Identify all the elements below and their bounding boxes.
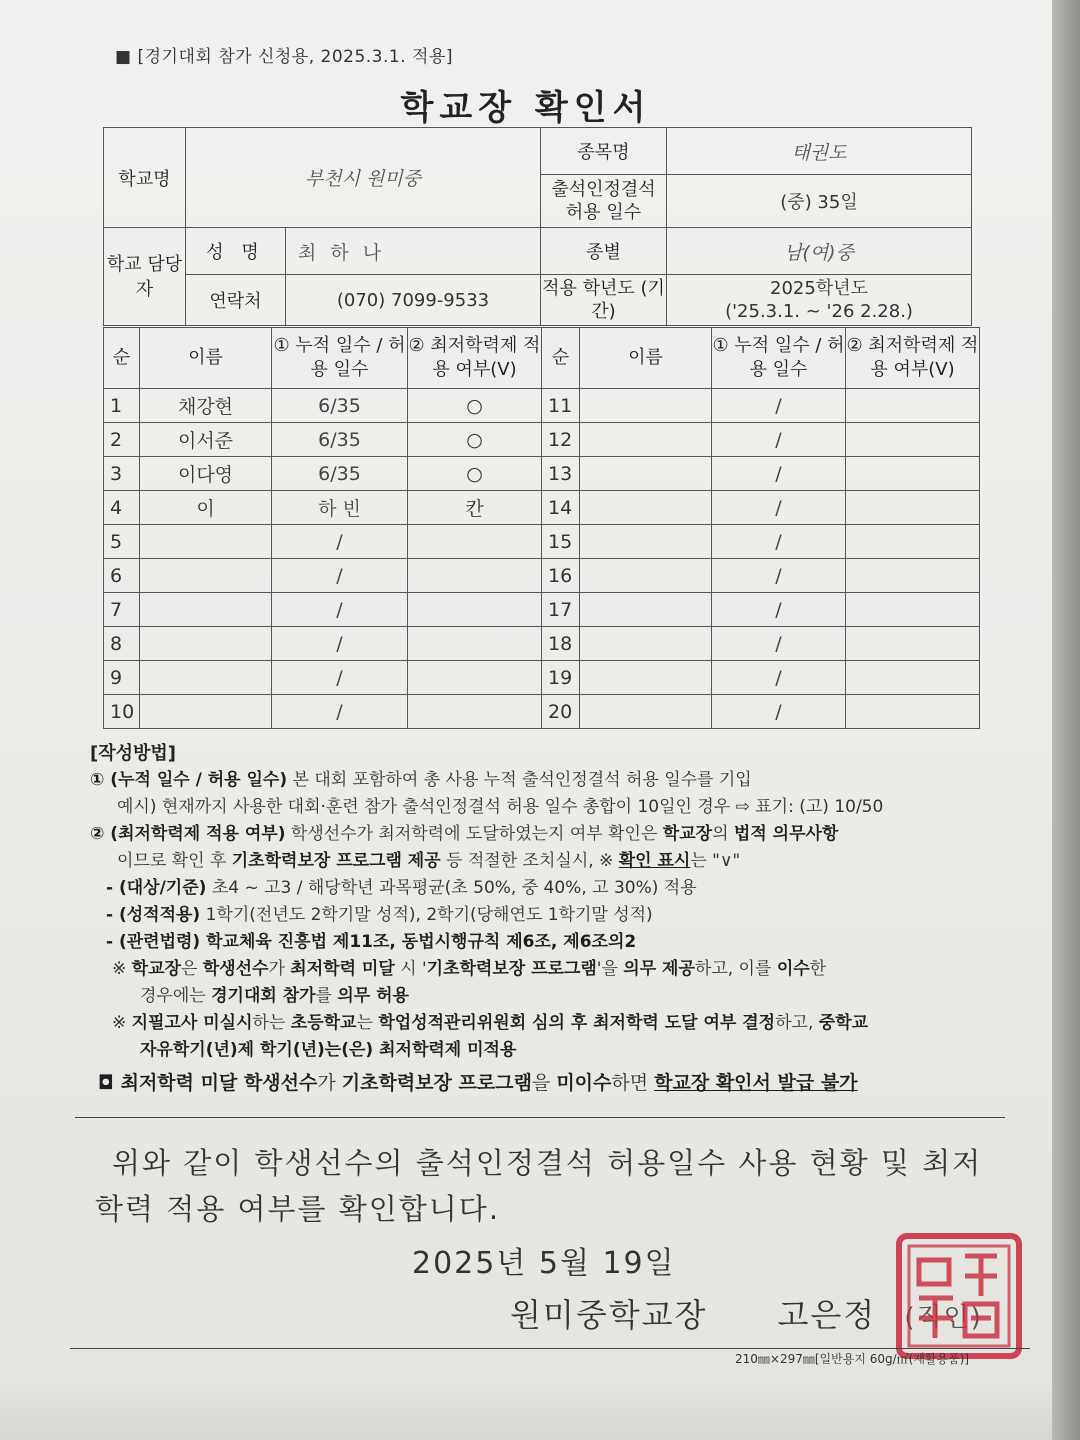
min-academic-check (846, 593, 980, 627)
days-used: / (272, 661, 408, 695)
days-used: / (272, 525, 408, 559)
min-academic-check (846, 423, 980, 457)
instruction-grades: - (성적적용) 1학기(전년도 2학기말 성적), 2학기(당해연도 1학기말 성적) (106, 905, 653, 925)
days-label: 출석인정결석 허용 일수 (541, 175, 667, 228)
background-edge (1052, 0, 1080, 1440)
student-name (580, 423, 712, 457)
min-academic-check (846, 389, 980, 423)
event-value: 태권도 (667, 128, 972, 175)
days-used: / (712, 661, 846, 695)
row-number: 6 (104, 559, 140, 593)
min-academic-check (846, 491, 980, 525)
min-academic-check (408, 627, 542, 661)
student-name: 채강현 (140, 389, 272, 423)
col-days-header-right: ① 누적 일수 / 허용 일수 (712, 328, 846, 389)
row-number: 9 (104, 661, 140, 695)
year-cell (667, 275, 972, 326)
contact-label: 연락처 (186, 275, 286, 326)
days-used: 하 빈 (272, 491, 408, 525)
warning-icon: ◘ (98, 1072, 114, 1094)
seal-label: (직인) (904, 1303, 983, 1333)
days-used: / (272, 627, 408, 661)
days-used: / (712, 491, 846, 525)
min-academic-check (846, 525, 980, 559)
student-name (580, 525, 712, 559)
table-row (104, 627, 980, 661)
contact-value: (070) 7099-9533 (286, 275, 541, 326)
section-divider (75, 1117, 1005, 1118)
row-number: 4 (104, 491, 140, 525)
school-value: 부천시 원미중 (186, 128, 541, 228)
gender-value: 남(여)중 (667, 228, 972, 275)
instruction-target: - (대상/기준) 초4 ~ 고3 / 해당학년 과목평균(초 50%, 중 40%, 고 30%) 적용 (106, 878, 697, 898)
student-name (140, 661, 272, 695)
form-note: ■ [경기대회 참가 신청용, 2025.3.1. 적용] (115, 47, 453, 67)
roster-header-row (104, 328, 980, 389)
row-number: 13 (542, 457, 580, 491)
row-number: 15 (542, 525, 580, 559)
col-name-header: 이름 (140, 328, 272, 389)
student-name (580, 593, 712, 627)
year-label: 적용 학년도 (기간) (541, 275, 667, 326)
footer-divider (70, 1348, 1030, 1349)
student-name (140, 559, 272, 593)
confirmation-text: 위와 같이 학생선수의 출석인정결석 허용일수 사용 현황 및 최저학력 적용 여부를 확인합니다. (95, 1146, 983, 1226)
table-row (104, 661, 980, 695)
min-academic-check (846, 627, 980, 661)
student-name: 이 (140, 491, 272, 525)
days-value: (중) 35일 (667, 175, 972, 228)
instruction-line-3: ② (최저학력제 적용 여부) 학생선수가 최저학력에 도달하였는지 여부 확인은 학교장의 법적 의무사항 (90, 824, 839, 844)
days-used: / (272, 593, 408, 627)
days-used: 6/35 (272, 457, 408, 491)
row-number: 8 (104, 627, 140, 661)
table-row (104, 491, 980, 525)
days-used: / (712, 525, 846, 559)
student-name (580, 661, 712, 695)
document-title: 학교장 확인서 (400, 88, 652, 128)
event-label: 종목명 (541, 128, 667, 175)
principal-title: 원미중학교장 (510, 1296, 708, 1334)
col-name-header-right: 이름 (580, 328, 712, 389)
school-label: 학교명 (104, 128, 186, 228)
min-academic-check (408, 593, 542, 627)
official-seal-stamp (895, 1232, 1023, 1360)
table-row (104, 559, 980, 593)
row-number: 18 (542, 627, 580, 661)
days-used: / (272, 695, 408, 729)
min-academic-check: ○ (408, 423, 542, 457)
days-used: / (712, 593, 846, 627)
row-number: 10 (104, 695, 140, 729)
manager-label: 학교 담당자 (104, 228, 186, 326)
student-name (580, 559, 712, 593)
min-academic-check (408, 661, 542, 695)
student-name (140, 593, 272, 627)
col-num-header-right: 순 (542, 328, 580, 389)
min-academic-check (408, 525, 542, 559)
min-academic-check (408, 695, 542, 729)
principal-name: 고은정 (777, 1296, 877, 1334)
instruction-note-2-cont: 자유학기(년)제 학기(년)는(은) 최저학력제 미적용 (140, 1040, 517, 1060)
table-row (104, 423, 980, 457)
col-days-header: ① 누적 일수 / 허용 일수 (272, 328, 408, 389)
instruction-note-2: ※ 지필고사 미실시하는 초등학교는 학업성적관리위원회 심의 후 최저학력 도달 여부 결정하고, 중학교 (112, 1013, 869, 1033)
paper-shadow (0, 1380, 1052, 1440)
days-used: / (712, 389, 846, 423)
min-academic-check: ○ (408, 389, 542, 423)
student-name (140, 627, 272, 661)
col-num-header: 순 (104, 328, 140, 389)
row-number: 19 (542, 661, 580, 695)
min-academic-check (846, 559, 980, 593)
instruction-note-1: ※ 학교장은 학생선수가 최저학력 미달 시 '기초학력보장 프로그램'을 의무 제공하고, 이를 이수한 (112, 959, 827, 979)
row-number: 3 (104, 457, 140, 491)
min-academic-check: 칸 (408, 491, 542, 525)
roster-table (103, 327, 980, 729)
instruction-line-4: 이므로 확인 후 기초학력보장 프로그램 제공 등 적절한 조치실시, ※ 확인 표시는 "∨" (117, 851, 741, 871)
row-number: 17 (542, 593, 580, 627)
student-name (140, 695, 272, 729)
days-used: / (712, 627, 846, 661)
min-academic-check (846, 457, 980, 491)
days-used: / (712, 559, 846, 593)
row-number: 1 (104, 389, 140, 423)
days-used: 6/35 (272, 389, 408, 423)
instruction-line-1: ① (누적 일수 / 허용 일수) 본 대회 포함하여 총 사용 누적 출석인정결석 허용 일수를 기입 (90, 770, 752, 790)
warning-line: ◘ 최저학력 미달 학생선수가 기초학력보장 프로그램을 미이수하면 학교장 확인서 발급 불가 (98, 1072, 858, 1094)
row-number: 11 (542, 389, 580, 423)
min-academic-check (846, 661, 980, 695)
student-name: 이서준 (140, 423, 272, 457)
student-name (140, 525, 272, 559)
student-name (580, 627, 712, 661)
student-name: 이다영 (140, 457, 272, 491)
table-row (104, 695, 980, 729)
table-row (104, 593, 980, 627)
days-used: / (712, 457, 846, 491)
instruction-laws: - (관련법령) 학교체육 진흥법 제11조, 동법시행규칙 제6조, 제6조의2 (106, 932, 637, 952)
gender-label: 종별 (541, 228, 667, 275)
instruction-line-2: 예시) 현재까지 사용한 대회·훈련 참가 출석인정결석 허용 일수 총합이 10일인 경우 ⇨ 표기: (고) 10/50 (117, 797, 884, 817)
row-number: 2 (104, 423, 140, 457)
row-number: 14 (542, 491, 580, 525)
student-name (580, 695, 712, 729)
days-used: / (272, 559, 408, 593)
table-row (104, 525, 980, 559)
student-name (580, 457, 712, 491)
issue-date: 2025년 5월 19일 (412, 1246, 676, 1281)
student-name (580, 491, 712, 525)
days-used: 6/35 (272, 423, 408, 457)
row-number: 12 (542, 423, 580, 457)
min-academic-check (408, 559, 542, 593)
row-number: 5 (104, 525, 140, 559)
name-label: 성 명 (186, 228, 286, 275)
paper-spec: 210㎜×297㎜[일반용지 60g/㎡(재활용품)] (735, 1352, 970, 1366)
year-period: ('25.3.1. ~ '26 2.28.) (725, 301, 913, 322)
student-name (580, 389, 712, 423)
instructions-heading: [작성방법] (90, 743, 177, 764)
days-used: / (712, 695, 846, 729)
year-value: 2025학년도 (770, 278, 868, 299)
col-min-header-right: ② 최저학력제 적용 여부(V) (846, 328, 980, 389)
table-row (104, 457, 980, 491)
table-row (104, 389, 980, 423)
min-academic-check: ○ (408, 457, 542, 491)
row-number: 16 (542, 559, 580, 593)
instruction-note-1-cont: 경우에는 경기대회 참가를 의무 허용 (140, 986, 409, 1006)
instructions-section (90, 740, 1020, 1097)
row-number: 20 (542, 695, 580, 729)
days-used: / (712, 423, 846, 457)
row-number: 7 (104, 593, 140, 627)
info-table (103, 127, 972, 326)
col-min-header: ② 최저학력제 적용 여부(V) (408, 328, 542, 389)
name-value: 최 하 나 (286, 228, 541, 275)
min-academic-check (846, 695, 980, 729)
